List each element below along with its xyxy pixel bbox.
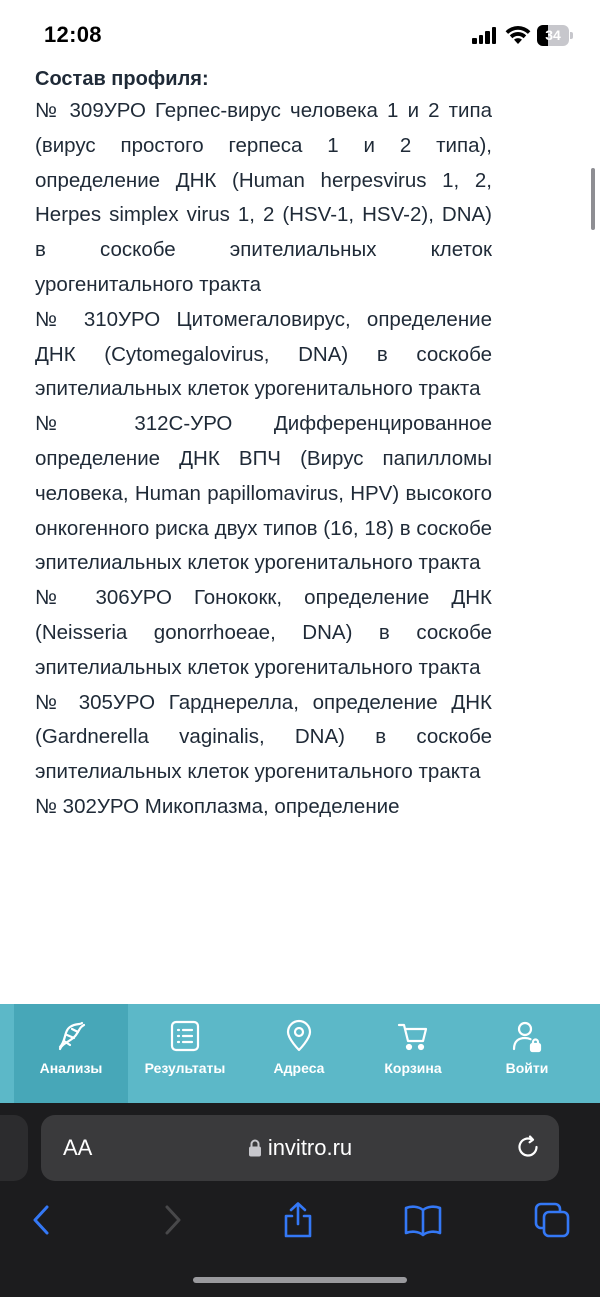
home-indicator <box>193 1277 407 1283</box>
nav-item-login[interactable] <box>470 1004 584 1103</box>
profile-item: № 302УРО Микоплазма, определение <box>35 794 400 818</box>
cellular-signal-icon <box>472 27 498 44</box>
nav-label: Анализы <box>39 1060 103 1076</box>
forward-arrow-icon[interactable] <box>152 1200 192 1240</box>
location-pin-icon <box>282 1019 316 1053</box>
profile-item: № 306УРО Гонококк, определение ДНК (Neisseria gonorrhoeae, DNA) в соскобе эпителиальных клеток урогенитального тракта <box>35 586 492 679</box>
profile-item: № 310УРО Цитомегаловирус, определение ДНК (Cytomegalovirus, DNA) в соскобе эпителиальных клеток урогенитального тракта <box>35 307 492 401</box>
back-arrow-icon[interactable] <box>22 1200 62 1240</box>
list-icon <box>168 1019 202 1053</box>
profile-item: № 309УРО Герпес-вирус человека 1 и 2 типа (вирус простого герпеса 1 и 2 типа), определение ДНК (Human herpesvirus 1, 2, Herpes simplex virus 1, 2 (HSV-1, HSV-2), DNA) в соскобе эпителиальных клеток урогенитального тракта <box>35 99 492 296</box>
profile-item: № 312С-УРО Дифференцированное определение ДНК ВПЧ (Вирус папилломы человека, Human papillomavirus, HPV) высокого онкогенного риска двух типов (16, 18) в соскобе эпителиальных клеток урогенитального тракта <box>35 412 492 575</box>
wifi-icon <box>505 25 531 45</box>
nav-label: Результаты <box>144 1060 226 1076</box>
battery-percentage: 34 <box>545 27 561 43</box>
share-icon[interactable] <box>278 1200 318 1240</box>
lock-icon <box>248 1139 262 1157</box>
profile-composition-title: Состав профиля: <box>35 68 209 90</box>
status-bar <box>0 0 600 62</box>
address-bar[interactable] <box>41 1115 559 1181</box>
browser-toolbar <box>0 1103 600 1297</box>
nav-label: Адреса <box>273 1060 325 1076</box>
url-text: invitro.ru <box>267 1135 353 1160</box>
nav-item-results[interactable] <box>128 1004 242 1103</box>
dna-icon <box>54 1019 88 1053</box>
nav-label: Войти <box>505 1060 549 1076</box>
profile-content <box>35 62 492 1004</box>
bookmarks-icon[interactable] <box>403 1200 443 1240</box>
status-time: 12:08 <box>44 22 102 47</box>
battery-icon <box>537 25 573 46</box>
aa-label: AA <box>63 1135 93 1160</box>
profile-item: № 305УРО Гарднерелла, определение ДНК (Gardnerella vaginalis, DNA) в соскобе эпителиальных клеток урогенитального тракта <box>35 690 492 784</box>
app-bottom-navigation <box>0 1004 600 1103</box>
nav-item-cart[interactable] <box>356 1004 470 1103</box>
user-lock-icon <box>510 1019 544 1053</box>
tabs-icon[interactable] <box>532 1200 572 1240</box>
previous-tab-preview[interactable] <box>0 1115 28 1181</box>
reload-icon[interactable] <box>515 1134 541 1160</box>
nav-label: Корзина <box>384 1060 442 1076</box>
nav-item-analyses[interactable] <box>14 1004 128 1103</box>
scroll-indicator[interactable] <box>591 168 595 230</box>
nav-item-addresses[interactable] <box>242 1004 356 1103</box>
cart-icon <box>396 1019 430 1053</box>
